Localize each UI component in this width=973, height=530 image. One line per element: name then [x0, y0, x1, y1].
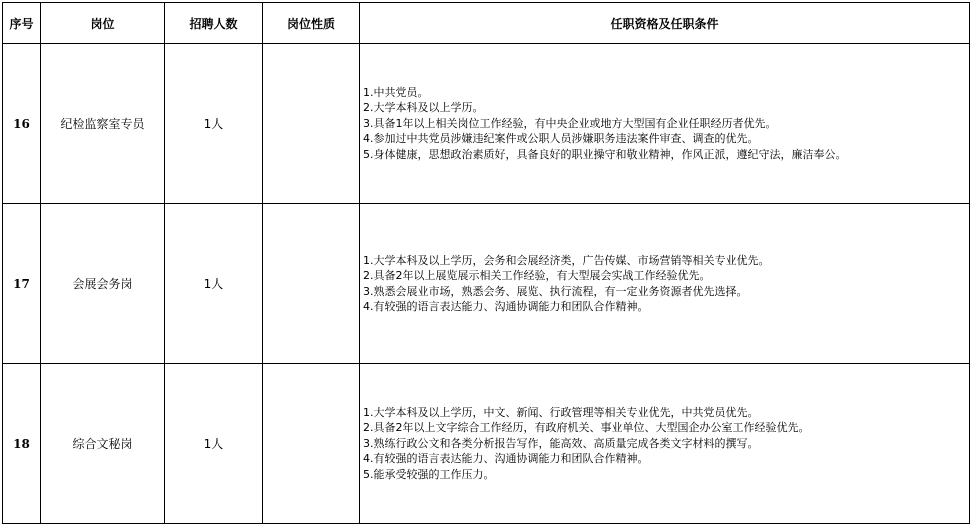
table-header-row	[3, 3, 970, 44]
requirement-line: 3.具备1年以上相关岗位工作经验，有中央企业或地方大型国有企业任职经历者优先。	[363, 116, 777, 130]
requirement-line: 2.具备2年以上展览展示相关工作经验，有大型展会实战工作经验优先。	[363, 269, 711, 282]
row-nature	[263, 204, 360, 364]
row-requirements	[360, 364, 970, 524]
table-row	[3, 204, 970, 364]
header-count: 招聘人数	[165, 3, 263, 44]
row-count: 1人	[165, 364, 263, 524]
row-no: 17	[3, 204, 41, 364]
requirement-line: 1.大学本科及以上学历，中文、新闻、行政管理等相关专业优先，中共党员优先。	[363, 405, 759, 419]
requirement-line: 4.有较强的语言表达能力、沟通协调能力和团队合作精神。	[363, 300, 649, 313]
header-nature: 岗位性质	[263, 3, 360, 44]
table-row	[3, 364, 970, 524]
requirement-line: 4.有较强的语言表达能力、沟通协调能力和团队合作精神。	[363, 452, 649, 466]
row-requirements	[360, 204, 970, 364]
requirement-line: 1.大学本科及以上学历，会务和会展经济类，广告传媒、市场营销等相关专业优先。	[363, 253, 770, 267]
row-no: 16	[3, 44, 41, 204]
row-nature	[263, 44, 360, 204]
requirement-line: 5.身体健康，思想政治素质好，具备良好的职业操守和敬业精神，作风正派，遵纪守法，廉洁奉公。	[363, 147, 847, 161]
requirement-line: 3.熟悉会展业市场，熟悉会务、展览、执行流程，有一定业务资源者优先选择。	[363, 284, 748, 298]
requirement-line: 1.中共党员。	[363, 85, 429, 99]
requirement-line: 4.参加过中共党员涉嫌违纪案件或公职人员涉嫌职务违法案件审查、调查的优先。	[363, 132, 759, 146]
row-requirements	[360, 44, 970, 204]
row-position: 会展会务岗	[41, 204, 165, 364]
recruitment-table	[2, 2, 970, 524]
requirement-line: 2.具备2年以上文字综合工作经历，有政府机关、事业单位、大型国企办公室工作经验优先。	[363, 421, 810, 435]
header-requirements: 任职资格及任职条件	[360, 3, 970, 44]
row-position: 综合文秘岗	[41, 364, 165, 524]
row-nature	[263, 364, 360, 524]
header-no: 序号	[3, 3, 41, 44]
requirement-line: 5.能承受较强的工作压力。	[363, 467, 495, 481]
row-no: 18	[3, 364, 41, 524]
row-position: 纪检监察室专员	[41, 44, 165, 204]
requirement-line: 2.大学本科及以上学历。	[363, 101, 484, 115]
row-count: 1人	[165, 44, 263, 204]
requirement-line: 3.熟练行政公文和各类分析报告写作，能高效、高质量完成各类文字材料的撰写。	[363, 436, 759, 450]
header-position: 岗位	[41, 3, 165, 44]
table-row	[3, 44, 970, 204]
row-count: 1人	[165, 204, 263, 364]
